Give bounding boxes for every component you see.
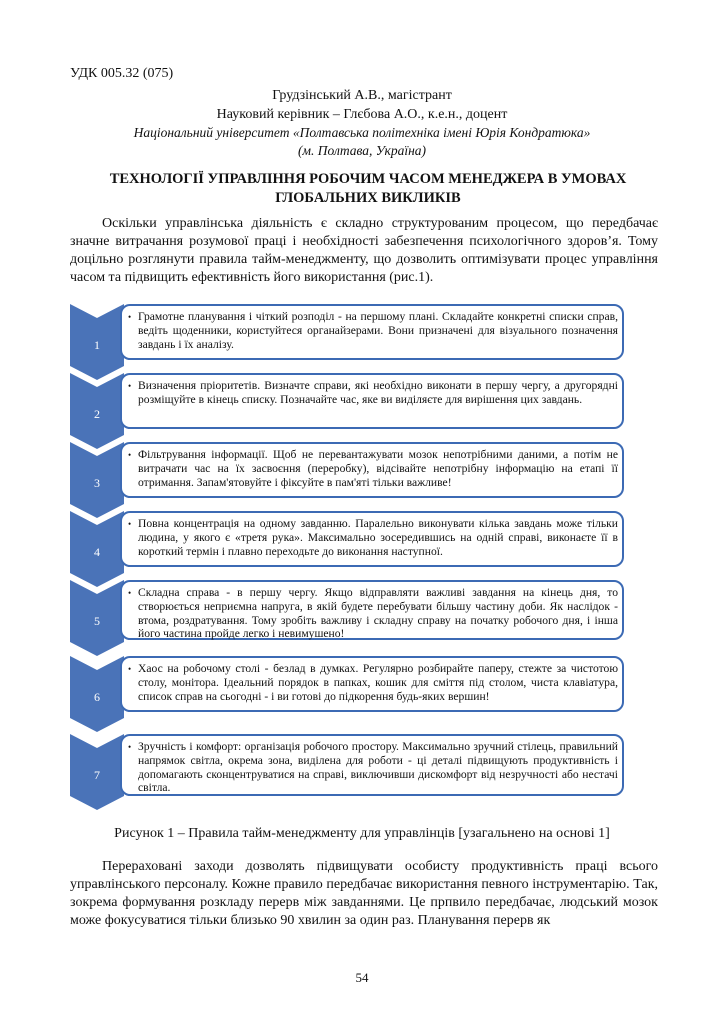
title-line-1: ТЕХНОЛОГІЇ УПРАВЛІННЯ РОБОЧИМ ЧАСОМ МЕНЕДЖЕРА В УМОВАХ [109,171,627,187]
university-line: Національний університет «Полтавська політехніка імені Юрія Кондратюка» [133,125,591,140]
step-text: Фільтрування інформації. Щоб не перевантажувати мозок непотрібними даними, а потім не витрачати час на їх засвоєння (переробку), відсівайте непотрібну інформацію на етапі її отримання. Запам'ятовуйте і фіксуйте в пам'яті тільки важливе! [138,448,618,489]
step-text: Хаос на робочому столі - безлад в думках. Регулярно розбирайте паперу, стежте за чистотою столу, монітора. Ідеальний порядок в папках, кошик для сміття під столом, чиста клавіатура, список справ на сьогодні - і ви готові до підкорення будь-яких вершин! [138,662,618,703]
bullet-icon: • [128,312,132,322]
step-text: Визначення пріоритетів. Визначте справи, які необхідно виконати в першу чергу, а другорядні розміщуйте в кінець списку. Позначайте час, яке ви виділяєте для вирішення цих завдань. [138,379,618,406]
step-number: 2 [94,407,100,421]
step-number: 6 [94,690,100,704]
step-4 [70,511,660,577]
step-7 [70,734,660,800]
step-box [120,373,624,429]
figure-caption: Рисунок 1 – Правила тайм-менеджменту для управлінців [узагальнено на основі 1] [114,826,610,841]
step-number: 7 [94,768,100,782]
supervisor-line: Науковий керівник – Глєбова А.О., к.е.н., доцент [216,107,508,122]
step-2 [70,373,660,439]
bullet-icon: • [128,742,132,752]
bullet-icon: • [128,588,132,598]
step-box [120,511,624,567]
step-box [120,442,624,498]
step-3 [70,442,660,508]
step-1 [70,304,660,370]
author-line: Грудзінський А.В., магістрант [272,88,452,103]
step-text: Зручність і комфорт: організація робочого простору. Максимально зручний стілець, правильний напрямок світла, окрема зона, виділена для роботи - ці деталі підвищують продуктивність і допомагають сконцентруватися на справі, виключивши дискомфорт від незручності або нестачі світла. [138,740,618,795]
step-box [120,734,624,796]
intro-paragraph: Оскільки управлінська діяльність є складно структурованим процесом, що передбачає значне витрачання розумової праці і необхідності забезпечення психологічного здоров’я. Тому доцільно розглянути правила тайм-менеджменту, що дозволить оптимізувати процес управління часом та підвищить ефективність його використання (рис.1). [70,216,658,285]
step-text: Грамотне планування і чіткий розподіл - на першому плані. Складайте конкретні списки справ, ведіть щоденники, користуйтеся органайзерами. Вони призначені для візуального позначення завдань і їх аналізу. [138,310,618,351]
step-6 [70,656,660,722]
title-line-2: ГЛОБАЛЬНИХ ВИКЛИКІВ [275,190,461,206]
step-number: 5 [94,614,100,628]
bullet-icon: • [128,664,132,674]
paper-title [80,170,656,208]
bullet-icon: • [128,381,132,391]
step-number: 4 [94,545,100,559]
step-text: Складна справа - в першу чергу. Якщо відправляти важливі завдання на кінець дня, то створюється неприємна напруга, в якій будете перебувати більшу частину доби. Як наслідок - втома, роздратування. Тому зробіть важливу і складну справу на початку робочого дня, і інша його частина пройде легко і невимушено! [138,586,618,641]
step-box [120,656,624,712]
bullet-icon: • [128,450,132,460]
step-number: 3 [94,476,100,490]
step-5 [70,580,660,646]
city-line: (м. Полтава, Україна) [297,143,427,158]
step-box [120,580,624,640]
step-text: Повна концентрація на одному завданню. Паралельно виконувати кілька завдань може тільки людина, у якого є «третя рука». Максимально зосередившись на одній справі, виконаєте її в короткий термін і плавно переходьте до виконання наступної. [138,517,618,558]
page-number: 54 [355,970,369,985]
conclusion-paragraph: Перераховані заходи дозволять підвищувати особисту продуктивність праці всього управлінського персоналу. Кожне правило передбачає використання певного інструментарію. Так, зокрема формування розкладу перерв між завданнями. Це прпвило передбачає, людський мозок може фокусуватися тільки близько 90 хвилин за один раз. Планування перерв як [70,859,658,928]
step-number: 1 [94,338,100,352]
udk-code: УДК 005.32 (075) [70,66,174,81]
bullet-icon: • [128,519,132,529]
step-box [120,304,624,360]
